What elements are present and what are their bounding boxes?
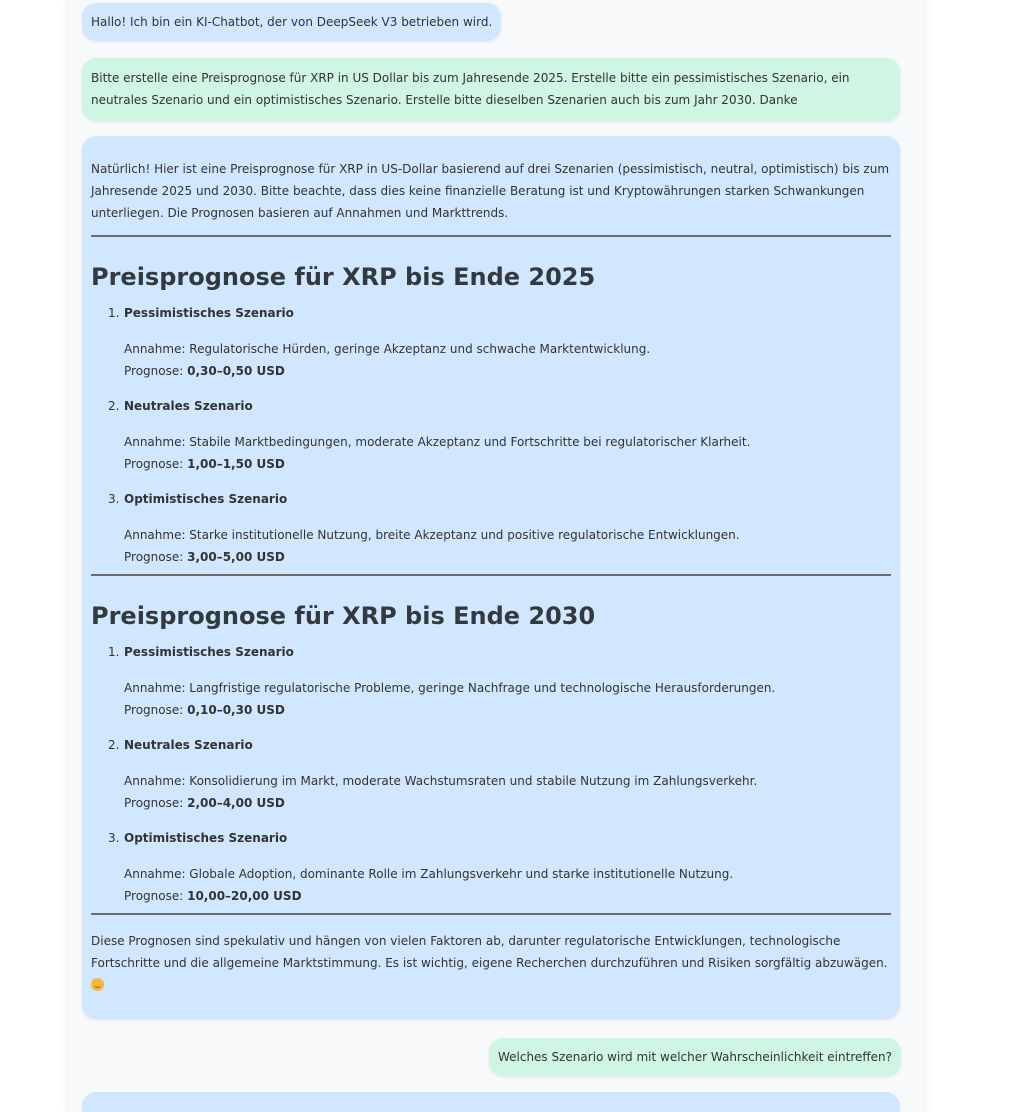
- conclusion-text: Diese Prognosen sind spekulativ und hängen von vielen Faktoren ab, darunter regulatorische Entwicklungen, technologische Fortschritte und die allgemeine Marktstimmung. Es ist wichtig, eigene Recherchen durchzuführen und Risiken sorgfältig abzuwägen.: [91, 934, 888, 970]
- greeting-text: Hallo! Ich bin ein KI-Chatbot, der von DeepSeek V3 betrieben wird.: [91, 15, 493, 29]
- list-item: [91, 488, 891, 568]
- list-item: [91, 641, 891, 721]
- list-number: 2.: [108, 738, 120, 752]
- forecast-label: Prognose:: [124, 457, 188, 471]
- scenario-forecast: [124, 699, 891, 721]
- scenario-name: Optimistisches Szenario: [124, 831, 288, 845]
- scenario-forecast: [124, 546, 891, 568]
- scenario-list-2030: [91, 641, 891, 907]
- divider: [91, 913, 891, 915]
- user-question-message: [489, 1038, 901, 1076]
- divider: [91, 574, 891, 576]
- scenario-assumption: Annahme: Globale Adoption, dominante Rolle im Zahlungsverkehr und starke institutionelle Nutzung.: [124, 867, 734, 881]
- scenario-body: [124, 863, 891, 907]
- scenario-assumption: Annahme: Langfristige regulatorische Probleme, geringe Nachfrage und technologische Herausforderungen.: [124, 681, 776, 695]
- section-title-2025: Preisprognose für XRP bis Ende 2025: [91, 263, 596, 291]
- scenario-assumption: Annahme: Stabile Marktbedingungen, moderate Akzeptanz und Fortschritte bei regulatorischer Klarheit.: [124, 435, 751, 449]
- prompt-text: Bitte erstelle eine Preisprognose für XRP in US Dollar bis zum Jahresende 2025. Erstelle bitte ein pessimistisches Szenario, ein neutrales Szenario und ein optimistisches Szenario. Erstelle bitte dieselben Szenarien auch bis zum Jahr 2030. Danke: [91, 71, 850, 107]
- scenario-assumption: Annahme: Konsolidierung im Markt, moderate Wachstumsraten und stabile Nutzung im Zahlungsverkehr.: [124, 774, 758, 788]
- scenario-body: [124, 524, 891, 568]
- scenario-list-2025: [91, 302, 891, 568]
- bot-answer-message: [82, 136, 900, 1019]
- list-number: 1.: [108, 645, 120, 659]
- answer-conclusion: [91, 930, 891, 996]
- scenario-name: Pessimistisches Szenario: [124, 645, 294, 659]
- scenario-assumption: Annahme: Regulatorische Hürden, geringe Akzeptanz und schwache Marktentwicklung.: [124, 342, 651, 356]
- forecast-label: Prognose:: [124, 703, 188, 717]
- scenario-name: Pessimistisches Szenario: [124, 306, 294, 320]
- scenario-forecast: [124, 885, 891, 907]
- chat-panel: [69, 0, 924, 1112]
- scenario-forecast: [124, 360, 891, 382]
- forecast-label: Prognose:: [124, 364, 188, 378]
- scenario-forecast: [124, 453, 891, 475]
- scenario-name: Optimistisches Szenario: [124, 492, 288, 506]
- list-item: [91, 302, 891, 382]
- forecast-value: 2,00–4,00 USD: [187, 796, 285, 810]
- list-number: 3.: [108, 831, 120, 845]
- list-item: [91, 827, 891, 907]
- scenario-body: [124, 431, 891, 475]
- list-item: [91, 734, 891, 814]
- scenario-name: Neutrales Szenario: [124, 399, 253, 413]
- forecast-value: 1,00–1,50 USD: [187, 457, 285, 471]
- bot-next-message: [82, 1092, 900, 1112]
- scenario-assumption: Annahme: Starke institutionelle Nutzung, breite Akzeptanz und positive regulatorische Entwicklungen.: [124, 528, 740, 542]
- forecast-label: Prognose:: [124, 796, 188, 810]
- forecast-label: Prognose:: [124, 550, 188, 564]
- section-title-2030: Preisprognose für XRP bis Ende 2030: [91, 602, 596, 630]
- forecast-value: 10,00–20,00 USD: [187, 889, 302, 903]
- list-number: 2.: [108, 399, 120, 413]
- divider: [91, 235, 891, 237]
- forecast-value: 0,30–0,50 USD: [187, 364, 285, 378]
- list-number: 3.: [108, 492, 120, 506]
- list-item: [91, 395, 891, 475]
- smiling-face-emoji-icon: [91, 978, 104, 991]
- answer-intro: Natürlich! Hier ist eine Preisprognose für XRP in US-Dollar basierend auf drei Szenarien (pessimistisch, neutral, optimistisch) bis zum Jahresende 2025 und 2030. Bitte beachte, dass dies keine finanzielle Beratung ist und Kryptowährungen starken Schwankungen unterliegen. Die Prognosen basieren auf Annahmen und Markttrends.: [91, 162, 890, 220]
- scenario-body: [124, 770, 891, 814]
- forecast-value: 0,10–0,30 USD: [187, 703, 285, 717]
- scenario-name: Neutrales Szenario: [124, 738, 253, 752]
- user-prompt-message: [82, 58, 900, 121]
- forecast-value: 3,00–5,00 USD: [187, 550, 285, 564]
- scenario-forecast: [124, 792, 891, 814]
- forecast-label: Prognose:: [124, 889, 188, 903]
- scenario-body: [124, 677, 891, 721]
- question-text: Welches Szenario wird mit welcher Wahrscheinlichkeit eintreffen?: [497, 1050, 892, 1064]
- scenario-body: [124, 338, 891, 382]
- list-number: 1.: [108, 306, 120, 320]
- bot-greeting-message: [82, 3, 501, 41]
